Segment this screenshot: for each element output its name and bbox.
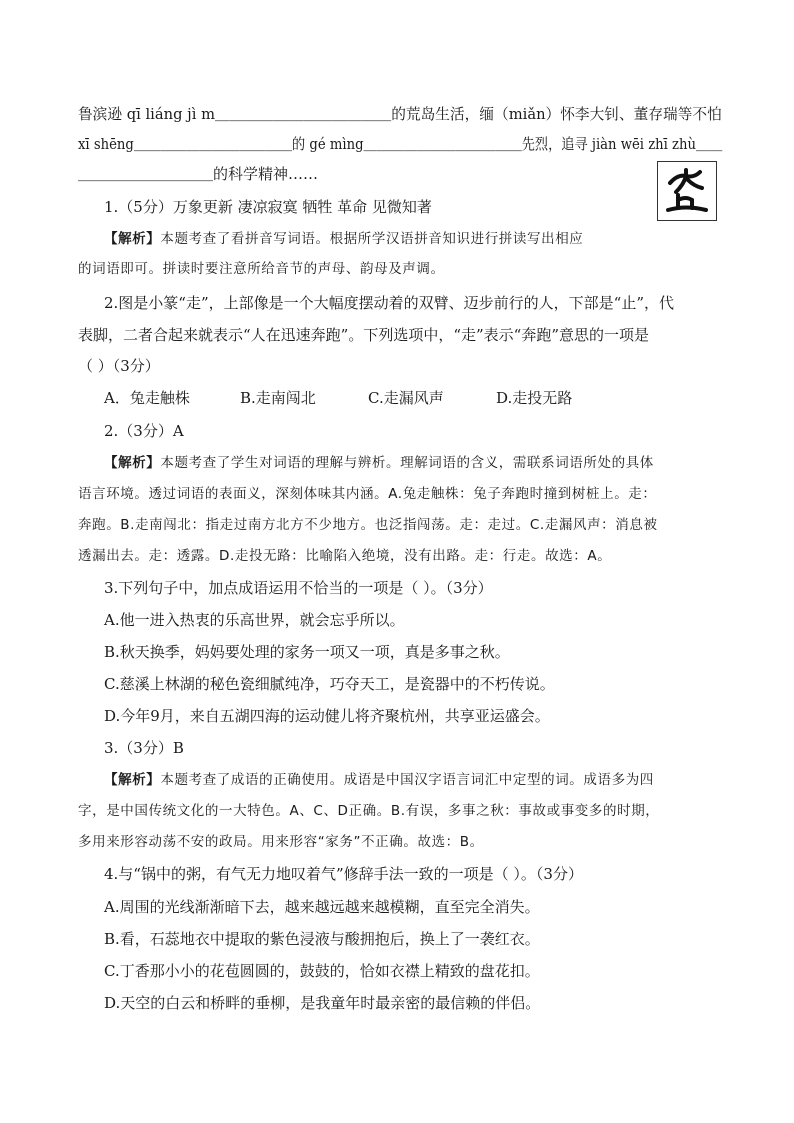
q1-analysis-line-2: 的词语即可。拼读时要注意所给音节的声母、韵母及声调。	[78, 261, 445, 277]
q2-stem-line-3: （ ）（3分）	[78, 357, 160, 375]
passage-line-2: xī shēng＿＿＿＿＿＿＿＿＿＿＿＿的 gé mìng＿＿＿＿＿＿＿＿＿＿＿＿先烈，追寻 jiàn wēi zhī zhù＿＿	[78, 135, 723, 153]
q3-option-a: A.他一进入热衷的乐高世界，就会忘乎所以。	[104, 611, 405, 629]
q2-stem-line-2: 表脚，二者合起来就表示“人在迅速奔跑”。下列选项中，“走”表示“奔跑”意思的一项是	[78, 326, 650, 344]
q1-analysis-text: 本题考查了看拼音写词语。根据所学汉语拼音知识进行拼读写出相应	[160, 231, 584, 247]
q2-analysis-line-1	[104, 453, 654, 473]
q2-analysis-line-3: 奔跑。B.走南闯北：指走过南方北方不少地方。也泛指闯荡。走：走过。C.走漏风声：消息被	[78, 517, 658, 533]
q2-option-a: A．兔走触株	[104, 389, 190, 407]
q2-options-row	[104, 388, 572, 408]
q3-analysis-line-3: 多用来形容动荡不安的政局。用来形容“家务”不正确。故选：B。	[78, 834, 484, 850]
q4-option-c: C.丁香那小小的花苞圆圆的，鼓鼓的，恰如衣襟上精致的盘花扣。	[104, 962, 540, 980]
q1-analysis-line-1	[104, 229, 583, 249]
seal-character-icon	[658, 162, 715, 219]
q2-stem-line-1: 2.图是小篆“走”，上部像是一个大幅度摆动着的双臂、迈步前行的人，下部是“止”，代	[104, 294, 674, 312]
q3-analysis-text: 本题考查了成语的正确使用。成语是中国汉字语言词汇中定型的词。成语多为四	[160, 772, 654, 788]
q3-analysis-line-2: 字，是中国传统文化的一大特色。A、C、D正确。B.有误，多事之秋：事故或事变多的时期，	[78, 803, 660, 819]
passage-line-1: 鲁滨逊 qī liáng jì m＿＿＿＿＿＿＿＿＿＿＿＿的荒岛生活，缅（miǎn）怀李大钊、董存瑞等不怕	[78, 105, 722, 123]
q3-option-d: D.今年9月，来自五湖四海的运动健儿将齐聚杭州，共享亚运盛会。	[104, 707, 550, 725]
q2-option-c: C.走漏风声	[368, 389, 444, 407]
q2-analysis-text: 本题考查了学生对词语的理解与辨析。理解词语的含义，需联系词语所处的具体	[160, 455, 654, 471]
q3-answer: 3.（3分）B	[104, 739, 184, 757]
q2-analysis-line-4: 透漏出去。走：透露。D.走投无路：比喻陷入绝境，没有出路。走：行走。故选：A。	[78, 548, 612, 564]
q3-option-b: B.秋天换季，妈妈要处理的家务一项又一项，真是多事之秋。	[104, 643, 510, 661]
q2-option-d: D.走投无路	[496, 389, 573, 407]
q3-stem: 3.下列句子中，加点成语运用不恰当的一项是（ ）。（3分）	[104, 579, 493, 597]
passage-line-3: ＿＿＿＿＿＿＿＿＿的科学精神……	[78, 165, 319, 183]
q3-analysis-tag: 【解析】	[104, 772, 161, 788]
q2-analysis-line-2: 语言环境。透过词语的表面义，深刻体味其内涵。A.兔走触株：兔子奔跑时撞到树桩上。走：	[78, 486, 657, 502]
q2-option-b: B.走南闯北	[240, 389, 316, 407]
q4-option-b: B.看，石蕊地衣中提取的紫色浸液与酸拥抱后，换上了一袭红衣。	[104, 930, 540, 948]
q2-answer: 2.（3分）A	[104, 422, 184, 440]
q1-answer: 1.（5分）万象更新 凄凉寂寞 牺牲 革命 见微知著	[104, 198, 432, 216]
q3-analysis-line-1	[104, 770, 654, 790]
seal-script-zou-image	[657, 161, 717, 221]
q2-analysis-tag: 【解析】	[104, 455, 161, 471]
q3-option-c: C.慈溪上林湖的秘色瓷细腻纯净，巧夺天工，是瓷器中的不朽传说。	[104, 675, 555, 693]
q4-option-a: A.周围的光线渐渐暗下去，越来越远越来越模糊，直至完全消失。	[104, 898, 540, 916]
q4-stem: 4.与“锅中的粥，有气无力地叹着气”修辞手法一致的一项是（ ）。（3分）	[104, 865, 583, 883]
q1-analysis-tag: 【解析】	[104, 231, 161, 247]
q4-option-d: D.天空的白云和桥畔的垂柳，是我童年时最亲密的最信赖的伴侣。	[104, 994, 541, 1012]
